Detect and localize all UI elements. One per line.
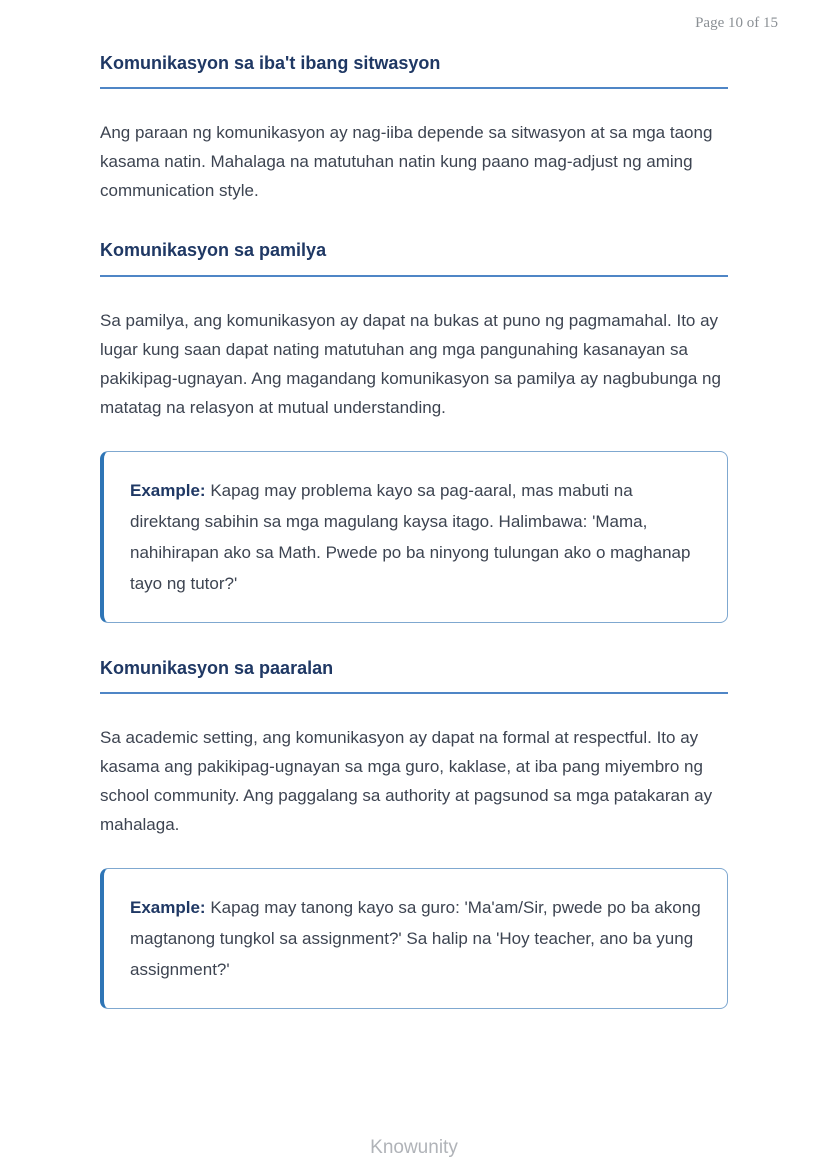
section-paragraph: Sa pamilya, ang komunikasyon ay dapat na bukas at puno ng pagmamahal. Ito ay lugar kung saan dapat nating matutuhan ang mga pangunahing kasanayan sa pakikipag-ugnayan. Ang magandang komunikasyon sa pamilya ay nagbubunga ng matatag na relasyon at mutual understanding.: [100, 310, 721, 417]
example-box-paaralan: [100, 868, 728, 1009]
section-paragraph: Sa academic setting, ang komunikasyon ay dapat na formal at respectful. Ito ay kasama ang pakikipag-ugnayan sa mga guro, kaklase, at iba pang miyembro ng school community. Ang paggalang sa authority at pagsunod sa mga patakaran ay mahalaga.: [100, 728, 713, 835]
example-text: [130, 892, 701, 985]
section-paragraph: Ang paraan ng komunikasyon ay nag-iiba depende sa sitwasyon at sa mga taong kasama natin. Mahalaga na matutuhan natin kung paano mag-adjust ng aming communication style.: [100, 123, 713, 201]
footer-brand: Knowunity: [370, 1137, 458, 1158]
example-box-pamilya: [100, 451, 728, 623]
example-body: Kapag may problema kayo sa pag-aaral, mas mabuti na direktang sabihin sa mga magulang kaysa itago. Halimbawa: 'Mama, nahihirapan ako sa Math. Pwede po ba ninyong tulungan ako o maghanap tayo ng tutor?': [130, 480, 691, 593]
example-text: [130, 475, 701, 599]
section-heading-sitwasyon: Komunikasyon sa iba't ibang sitwasyon: [100, 52, 728, 89]
example-body: Kapag may tanong kayo sa guro: 'Ma'am/Sir, pwede po ba akong magtanong tungkol sa assignment?' Sa halip na 'Hoy teacher, ano ba yung assignment?': [130, 898, 701, 980]
example-label: Example:: [130, 480, 206, 500]
section-heading-paaralan: Komunikasyon sa paaralan: [100, 657, 728, 694]
section-heading-pamilya: Komunikasyon sa pamilya: [100, 239, 728, 276]
document-content: [0, 52, 828, 1009]
page-indicator: Page 10 of 15: [695, 15, 778, 31]
example-label: Example:: [130, 898, 206, 918]
